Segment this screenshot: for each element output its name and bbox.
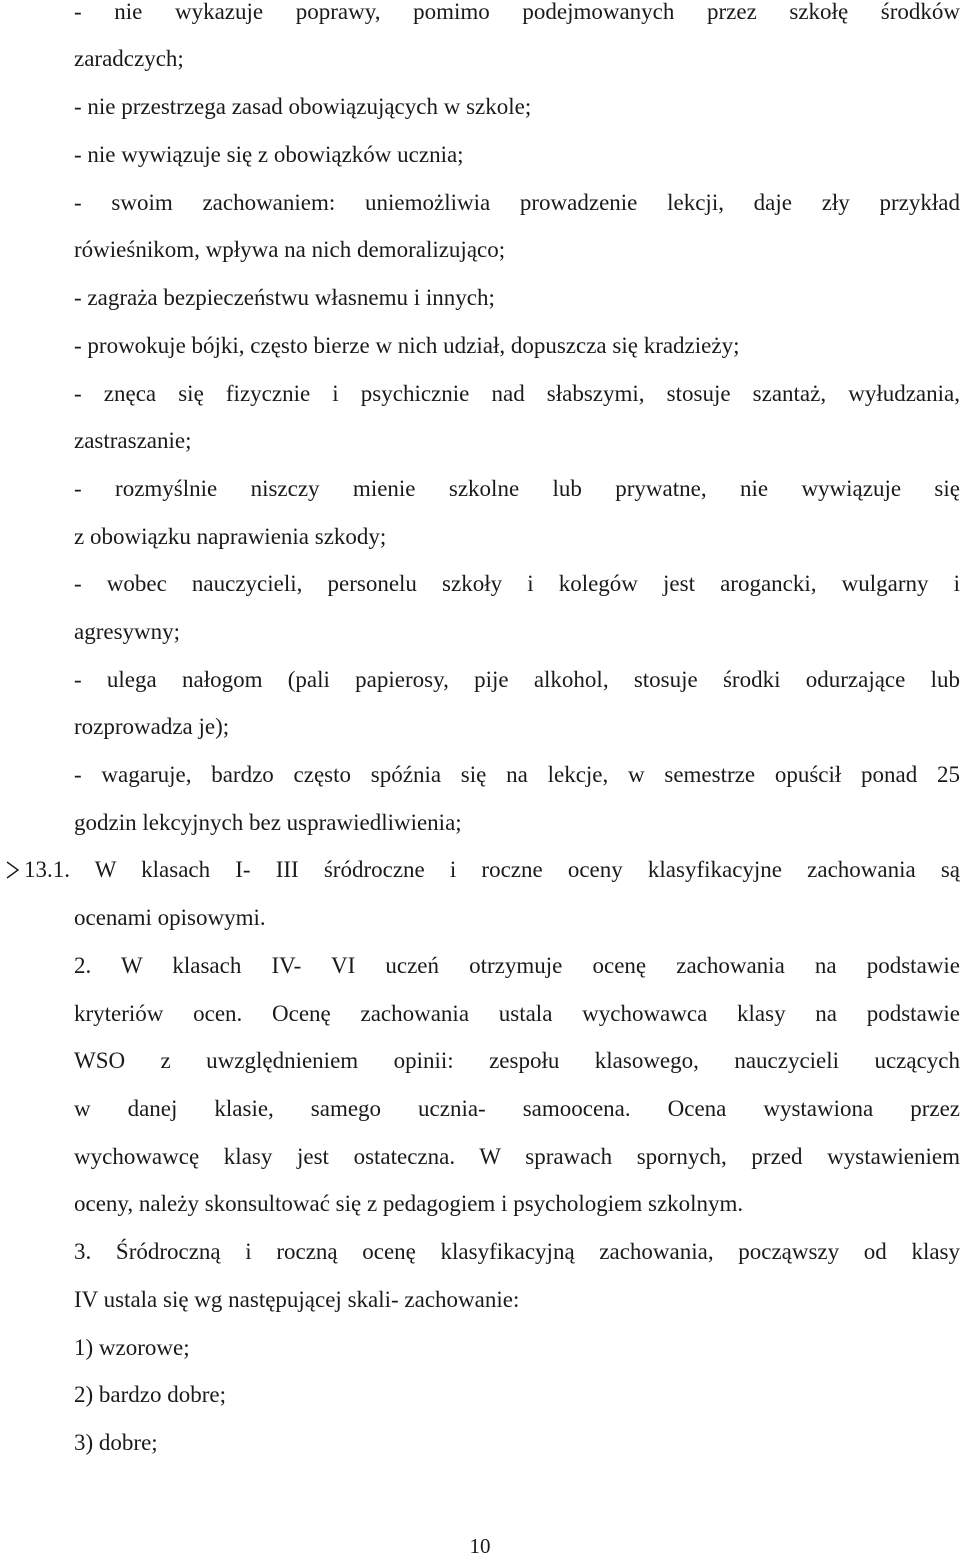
text-line: IV ustala się wg następującej skali- zachowanie: xyxy=(74,1287,520,1312)
text-line: godzin lekcyjnych bez usprawiedliwienia; xyxy=(74,810,462,835)
text-line: - wagaruje, bardzo często spóźnia się na lekcje, w semestrze opuścił ponad 25 xyxy=(74,762,960,787)
text-line: - prowokuje bójki, często bierze w nich udział, dopuszcza się kradzieży; xyxy=(74,333,740,358)
text-line: 2. W klasach IV- VI uczeń otrzymuje ocenę zachowania na podstawie xyxy=(74,953,960,978)
text-line: agresywny; xyxy=(74,619,181,644)
text-line: WSO z uwzględnieniem opinii: zespołu klasowego, nauczycieli uczących xyxy=(74,1048,960,1073)
text-line: z obowiązku naprawienia szkody; xyxy=(74,524,387,549)
text-line: ocenami opisowymi. xyxy=(74,905,266,930)
text-line: zaradczych; xyxy=(74,46,184,71)
text-line: wychowawcę klasy jest ostateczna. W sprawach spornych, przed wystawieniem xyxy=(74,1144,960,1169)
text-line: - znęca się fizycznie i psychicznie nad słabszymi, stosuje szantaż, wyłudzania, xyxy=(74,381,960,406)
text-line: - wobec nauczycieli, personelu szkoły i kolegów jest arogancki, wulgarny i xyxy=(74,571,960,596)
list-item: 3) dobre; xyxy=(74,1430,158,1455)
text-line: oceny, należy skonsultować się z pedagogiem i psychologiem szkolnym. xyxy=(74,1191,744,1216)
text-line: kryteriów ocen. Ocenę zachowania ustala wychowawca klasy na podstawie xyxy=(74,1001,960,1026)
text-line: - rozmyślnie niszczy mienie szkolne lub prywatne, nie wywiązuje się xyxy=(74,476,960,501)
list-item: 2) bardzo dobre; xyxy=(74,1382,226,1407)
text-line: rozprowadza je); xyxy=(74,714,230,739)
text-line: w danej klasie, samego ucznia- samoocena. Ocena wystawiona przez xyxy=(74,1096,960,1121)
text-line: - swoim zachowaniem: uniemożliwia prowadzenie lekcji, daje zły przykład xyxy=(74,190,960,215)
text-line: 3. Śródroczną i roczną ocenę klasyfikacyjną zachowania, począwszy od klasy xyxy=(74,1239,960,1264)
text-line: rówieśnikom, wpływa na nich demoralizująco; xyxy=(74,237,506,262)
text-line: - nie wywiązuje się z obowiązków ucznia; xyxy=(74,142,464,167)
text-line: - nie wykazuje poprawy, pomimo podejmowanych przez szkołę środków xyxy=(74,0,960,24)
text-line: - ulega nałogom (pali papierosy, pije alkohol, stosuje środki odurzające lub xyxy=(74,667,960,692)
list-item: 1) wzorowe; xyxy=(74,1335,190,1360)
text-line: - zagraża bezpieczeństwu własnemu i innych; xyxy=(74,285,495,310)
page-number: 10 xyxy=(469,1534,491,1558)
text-line: zastraszanie; xyxy=(74,428,192,453)
paragraph-arrow-icon xyxy=(4,856,22,884)
text-line: 13.1. W klasach I- III śródroczne i roczne oceny klasyfikacyjne zachowania są xyxy=(24,857,960,882)
text-line: - nie przestrzega zasad obowiązujących w szkole; xyxy=(74,94,532,119)
